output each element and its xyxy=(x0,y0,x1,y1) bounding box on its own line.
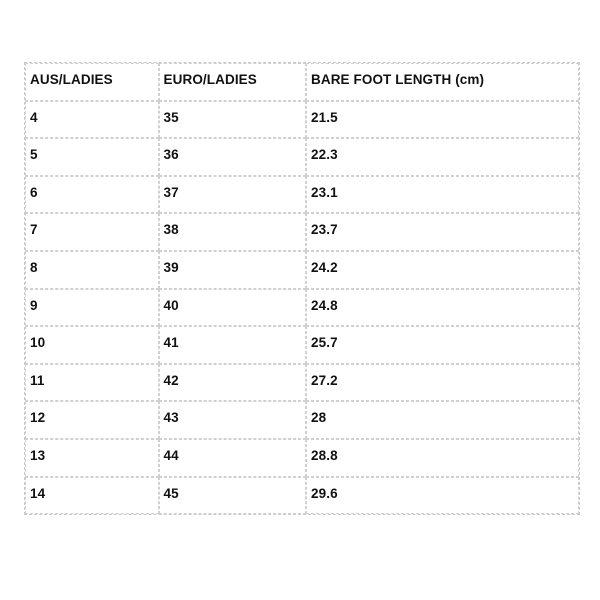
table-row xyxy=(25,101,579,139)
cell-value: 35 xyxy=(163,109,179,125)
cell-euro-size xyxy=(159,176,306,214)
table-row xyxy=(25,477,579,515)
cell-value: 39 xyxy=(163,259,179,275)
cell-value: 11 xyxy=(30,372,45,388)
cell-euro-size xyxy=(159,138,306,176)
header-bare-foot-length xyxy=(306,63,579,101)
header-label: EURO/LADIES xyxy=(163,72,257,87)
cell-foot-length xyxy=(306,326,579,364)
table-row xyxy=(25,401,579,439)
cell-value: 44 xyxy=(163,447,179,463)
cell-value: 5 xyxy=(30,147,38,163)
cell-foot-length xyxy=(306,213,579,251)
table-header-row xyxy=(25,63,579,101)
cell-value: 23.7 xyxy=(311,222,338,238)
cell-value: 23.1 xyxy=(311,184,338,200)
cell-value: 21.5 xyxy=(311,109,338,125)
cell-euro-size xyxy=(159,477,306,515)
cell-value: 27.2 xyxy=(311,372,338,388)
cell-aus-size xyxy=(25,326,159,364)
cell-aus-size xyxy=(25,401,159,439)
table-row xyxy=(25,289,579,327)
table-row xyxy=(25,439,579,477)
header-euro-ladies xyxy=(159,63,306,101)
cell-aus-size xyxy=(25,289,159,327)
cell-value: 8 xyxy=(30,259,38,275)
cell-euro-size xyxy=(159,101,306,139)
header-aus-ladies xyxy=(25,63,159,101)
cell-value: 6 xyxy=(30,184,38,200)
cell-value: 7 xyxy=(30,222,38,238)
cell-value: 40 xyxy=(163,297,179,313)
cell-value: 24.8 xyxy=(311,297,338,313)
cell-value: 12 xyxy=(30,410,46,426)
cell-value: 25.7 xyxy=(311,335,338,351)
cell-value: 22.3 xyxy=(311,147,338,163)
cell-foot-length xyxy=(306,101,579,139)
cell-value: 37 xyxy=(163,184,179,200)
cell-value: 4 xyxy=(30,109,38,125)
cell-value: 45 xyxy=(163,485,179,501)
size-chart-body xyxy=(25,63,579,514)
cell-value: 28 xyxy=(311,410,327,426)
header-label: AUS/LADIES xyxy=(30,72,113,87)
cell-value: 43 xyxy=(163,410,179,426)
table-row xyxy=(25,251,579,289)
cell-value: 42 xyxy=(163,372,179,388)
cell-value: 9 xyxy=(30,297,38,313)
cell-euro-size xyxy=(159,213,306,251)
cell-euro-size xyxy=(159,251,306,289)
cell-aus-size xyxy=(25,101,159,139)
cell-euro-size xyxy=(159,326,306,364)
table-row xyxy=(25,138,579,176)
cell-value: 10 xyxy=(30,335,46,351)
cell-aus-size xyxy=(25,176,159,214)
size-chart-table xyxy=(24,62,580,515)
cell-euro-size xyxy=(159,289,306,327)
table-row xyxy=(25,326,579,364)
cell-value: 28.8 xyxy=(311,447,338,463)
cell-foot-length xyxy=(306,251,579,289)
table-row xyxy=(25,213,579,251)
cell-euro-size xyxy=(159,401,306,439)
cell-foot-length xyxy=(306,477,579,515)
cell-aus-size xyxy=(25,364,159,402)
header-label: BARE FOOT LENGTH (cm) xyxy=(311,72,485,87)
cell-euro-size xyxy=(159,439,306,477)
cell-value: 36 xyxy=(163,147,179,163)
cell-foot-length xyxy=(306,138,579,176)
cell-aus-size xyxy=(25,138,159,176)
table-row xyxy=(25,364,579,402)
cell-aus-size xyxy=(25,477,159,515)
cell-value: 14 xyxy=(30,485,46,501)
cell-foot-length xyxy=(306,364,579,402)
cell-aus-size xyxy=(25,213,159,251)
table-row xyxy=(25,176,579,214)
cell-value: 29.6 xyxy=(311,485,338,501)
cell-foot-length xyxy=(306,439,579,477)
cell-foot-length xyxy=(306,176,579,214)
cell-value: 38 xyxy=(163,222,179,238)
cell-aus-size xyxy=(25,439,159,477)
cell-value: 13 xyxy=(30,447,46,463)
cell-euro-size xyxy=(159,364,306,402)
cell-aus-size xyxy=(25,251,159,289)
cell-value: 24.2 xyxy=(311,259,338,275)
cell-foot-length xyxy=(306,401,579,439)
cell-value: 41 xyxy=(163,335,179,351)
cell-foot-length xyxy=(306,289,579,327)
